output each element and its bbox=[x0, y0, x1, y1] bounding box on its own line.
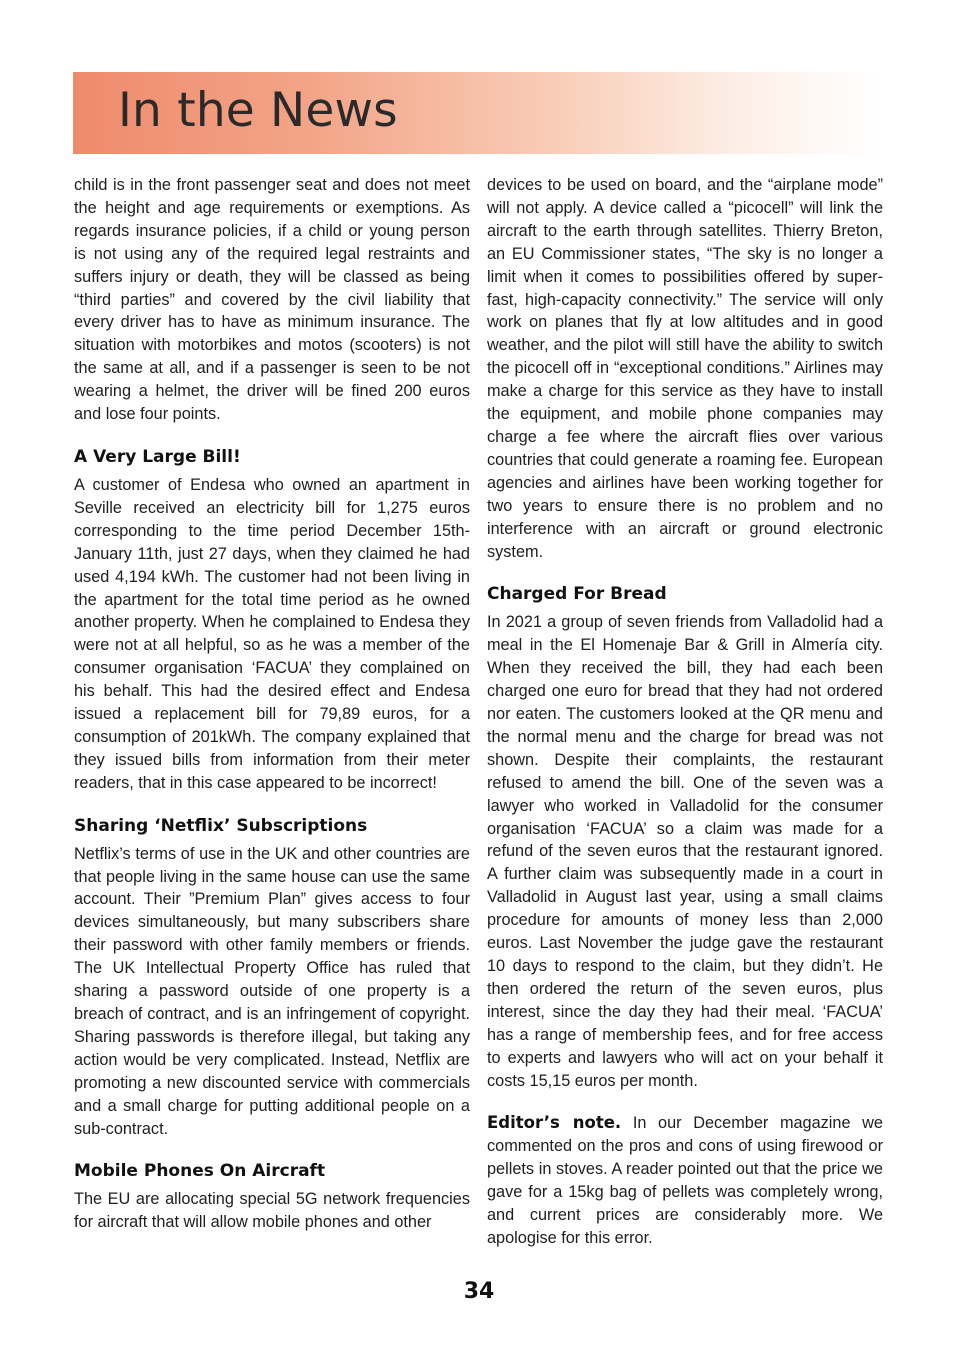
editors-note bbox=[487, 1112, 883, 1249]
phones-continued-paragraph: devices to be used on board, and the “airplane mode” will not apply. A device called a “picocell” will link the aircraft to the earth through satellites. Thierry Breton, an EU Commissioner states, “The sky is no longer a limit when it comes to possibilities offered by super-fast, high-capacity connectivity.” The service will only work on planes that fly at low altitudes and in good weather, and the pilot will still have the ability to switch the picocell off in “exceptional conditions.” Airlines may make a charge for this service as they have to install the equipment, and mobile phone companies may charge a fee where the aircraft flies over various countries that could generate a roaming fee. European agencies and airlines have been working together for two years to ensure there is no problem and no interference with an aircraft or ground electronic system. bbox=[487, 176, 883, 561]
page-title: In the News bbox=[118, 83, 398, 138]
section-heading-bill: A Very Large Bill! bbox=[74, 446, 241, 467]
right-column bbox=[487, 174, 883, 1250]
header-banner bbox=[73, 72, 881, 154]
bread-paragraph: In 2021 a group of seven friends from Valladolid had a meal in the El Homenaje Bar & Grill in Almería city. When they received the bill, they had each been charged one euro for bread that they had not ordered nor eaten. The customers looked at the QR menu and the normal menu and the charge for bread was not shown. Despite their complaints, the restaurant refused to amend the bill. One of the seven was a lawyer who worked in Valladolid for the consumer organisation ‘FACUA’ so a claim was made for a refund of the seven euros that the restaurant ignored. A further claim was subsequently made in a court in Valladolid in August last year, using a small claims procedure for amounts of money less than 2,000 euros. Last November the judge gave the restaurant 10 days to respond to the claim, but they didn’t. He then ordered the return of the seven euros, plus interest, since the day they had their meal. ‘FACUA’ has a range of membership fees, and for free access to experts and lawyers who will act on your behalf it costs 15,15 euros per month. bbox=[487, 613, 883, 1090]
section-heading-bread: Charged For Bread bbox=[487, 584, 667, 605]
netflix-paragraph: Netflix’s terms of use in the UK and other countries are that people living in the same house can use the same account. Their ”Premium Plan” gives access to four devices simultaneously, but many subscribers share their password with other family members or friends. The UK Intellectual Property Office has ruled that sharing a password outside of one property is a breach of contract, and is an infringement of copyright. Sharing passwords is therefore illegal, but taking any action would be very complicated. Instead, Netflix are promoting a new discounted service with commercials and a small charge for putting additional people on a sub-contract. bbox=[74, 844, 470, 1138]
intro-paragraph: child is in the front passenger seat and does not meet the height and age requirements or exemptions. As regards insurance policies, if a child or young person is not using any of the required legal restraints and suffers injury or death, they will be classed as being “third parties” and covered by the civil liability that every driver has to have as minimum insurance. The situation with motorbikes and motos (scooters) is not the same at all, and if a passenger is seen to be not wearing a helmet, the driver will be fined 200 euros and lose four points. bbox=[74, 176, 470, 424]
left-column bbox=[74, 174, 470, 1234]
page-number: 34 bbox=[463, 1279, 495, 1304]
section-heading-phones: Mobile Phones On Aircraft bbox=[74, 1161, 326, 1182]
phones-paragraph: The EU are allocating special 5G network frequencies for aircraft that will allow mobile phones and other bbox=[74, 1190, 470, 1232]
editors-note-text: In our December magazine we commented on the pros and cons of using firewood or pellets in stoves. A reader pointed out that the price we gave for a 15kg bag of pellets was completely wrong, and current prices are considerably more. We apologise for this error. bbox=[487, 1114, 883, 1247]
bill-paragraph: A customer of Endesa who owned an apartment in Seville received an electricity bill for 1,275 euros corresponding to the time period December 15th-January 11th, just 27 days, when they claimed he had used 4,194 kWh. The customer had not been living in the apartment for the total time period as he owned another property. When he complained to Endesa they were not at all helpful, so as he was a member of the consumer organisation ‘FACUA’ they complained on his behalf. This had the desired effect and Endesa issued a replacement bill for 79,89 euros, for a consumption of 201kWh. The company explained that they issued bills from information from their meter readers, that in this case appeared to be incorrect! bbox=[74, 475, 470, 792]
section-heading-netflix: Sharing ‘Netflix’ Subscriptions bbox=[74, 815, 368, 836]
editors-note-label: Editor’s note. bbox=[487, 1113, 622, 1133]
